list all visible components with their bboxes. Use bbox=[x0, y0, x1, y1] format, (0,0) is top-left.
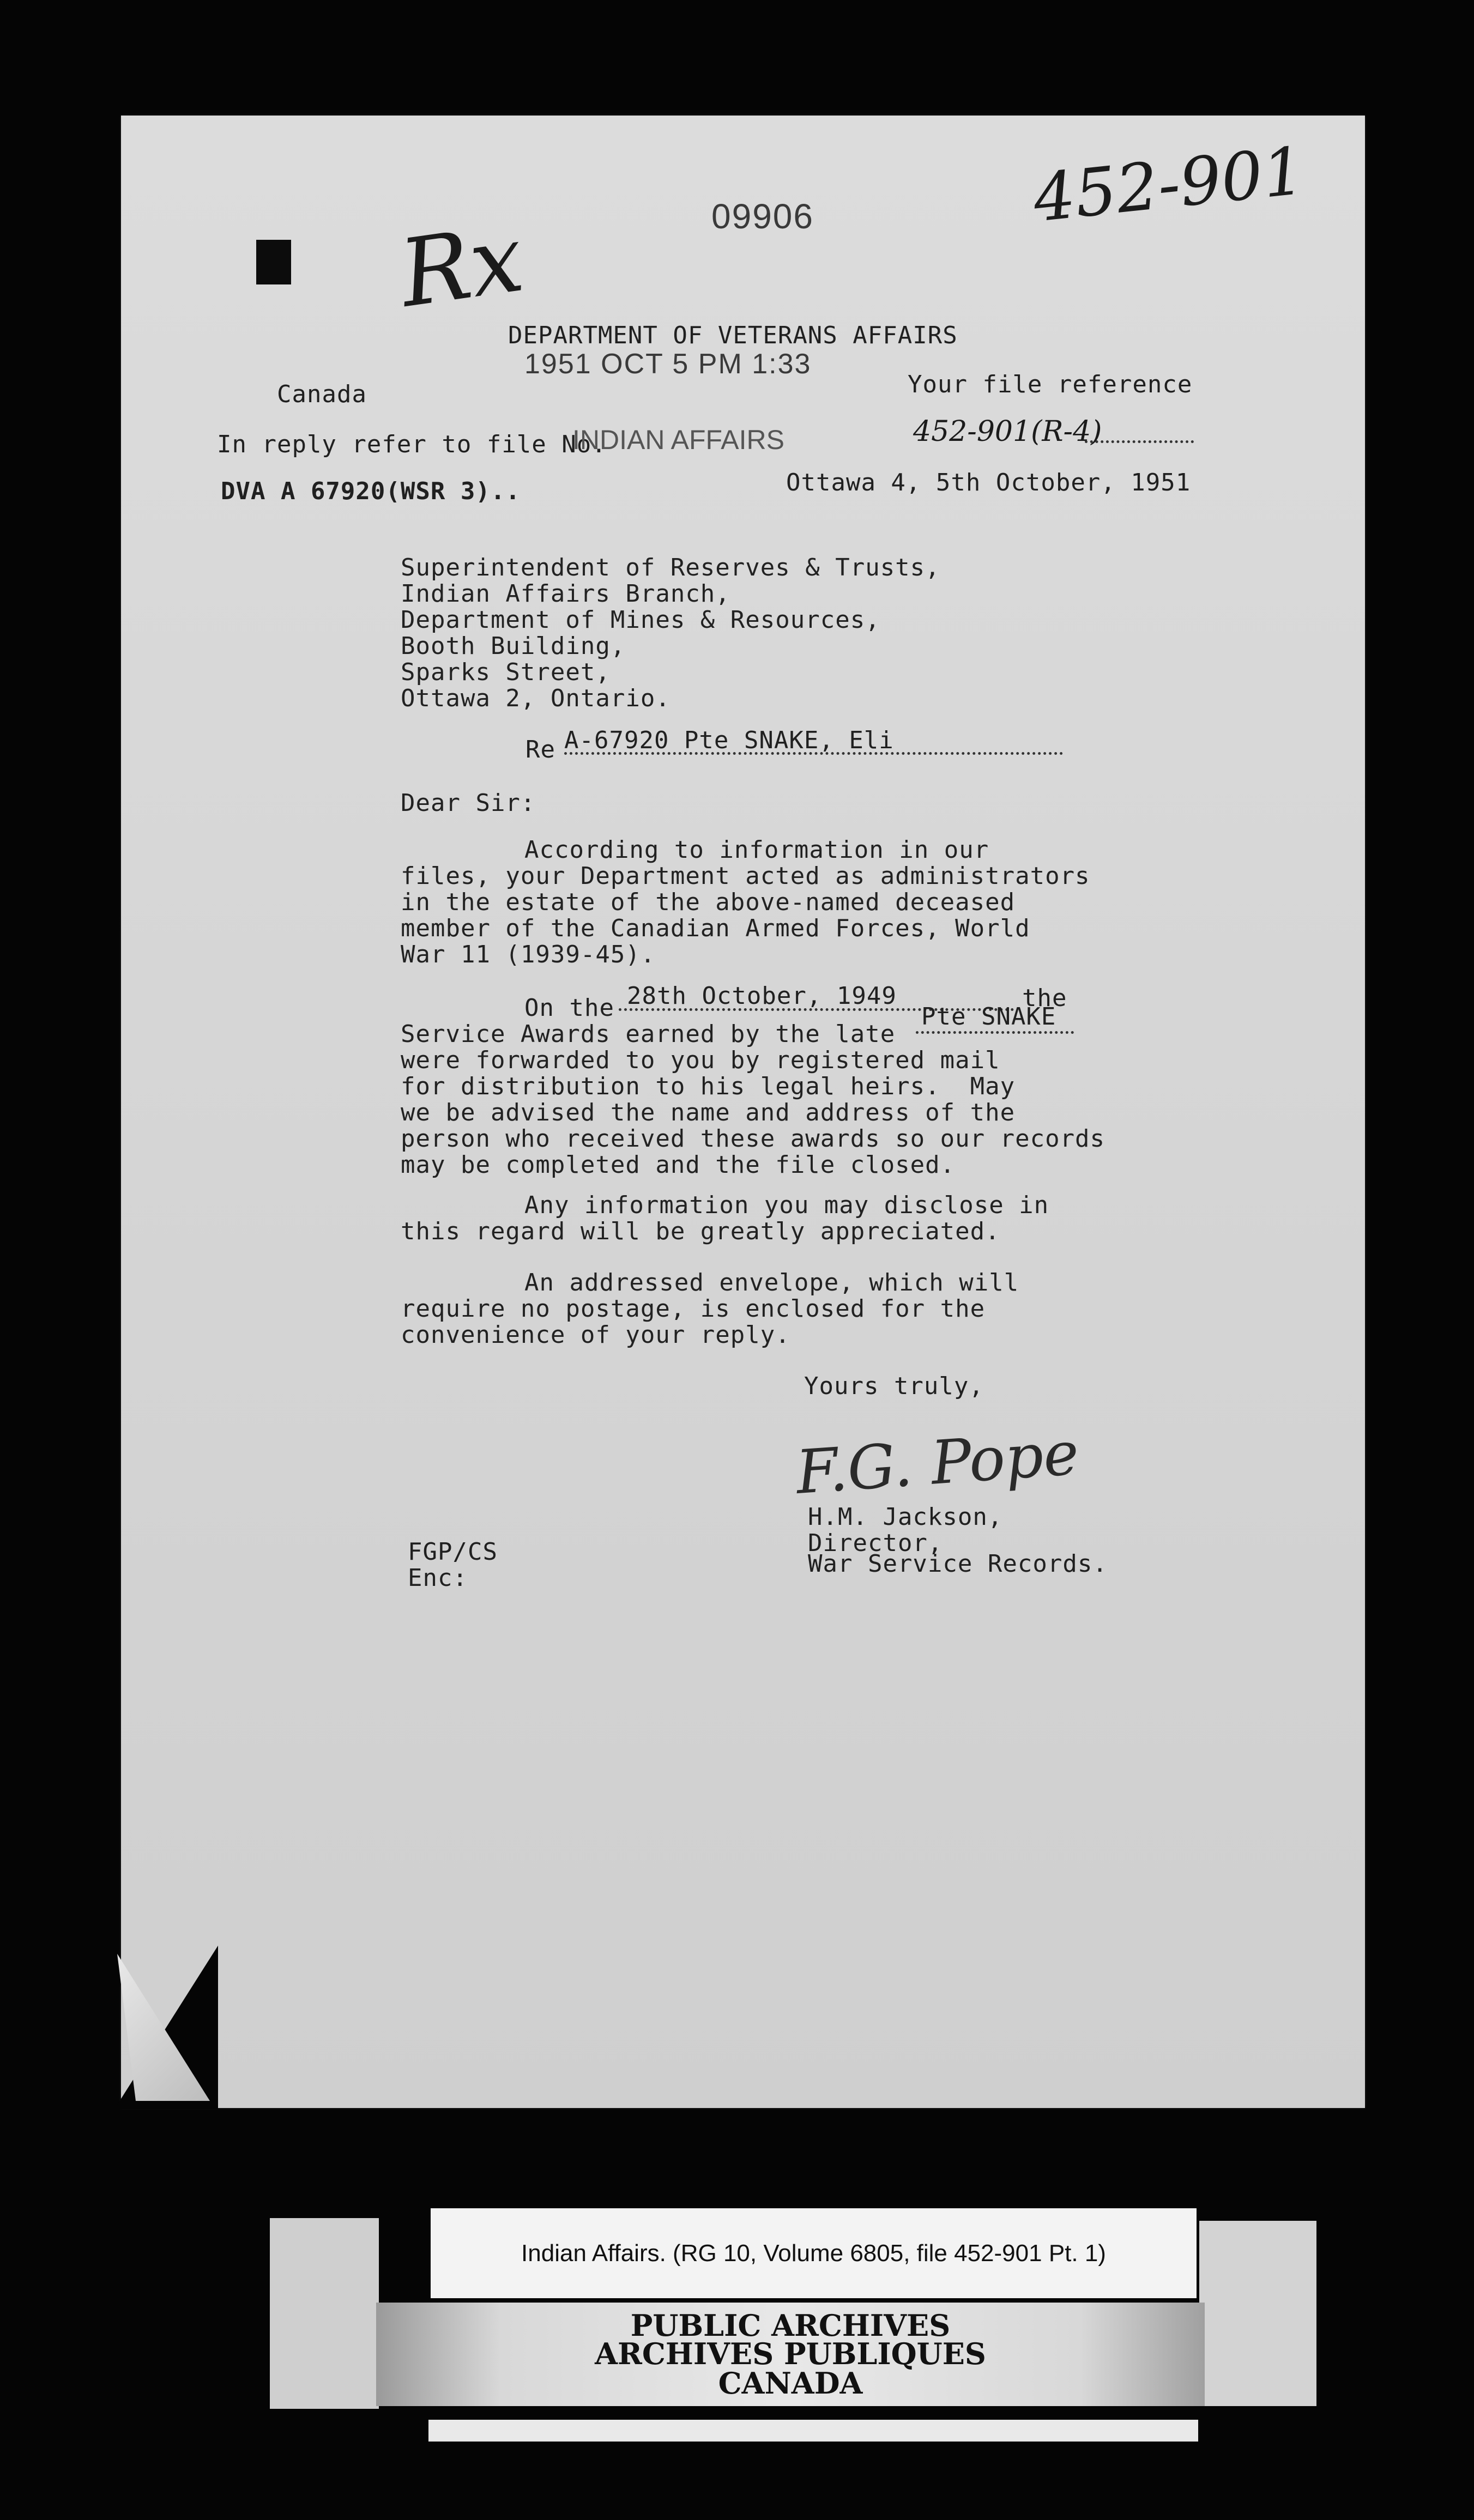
para2-name: Pte SNAKE bbox=[921, 1003, 1056, 1031]
address-line: Booth Building, bbox=[401, 632, 626, 660]
stamp-line-2: ARCHIVES PUBLIQUES bbox=[595, 2336, 986, 2371]
stamp-line-3: CANADA bbox=[718, 2366, 863, 2401]
reference-dots bbox=[1085, 440, 1194, 443]
para3-line: Any information you may disclose in bbox=[524, 1191, 1049, 1219]
redaction-mark bbox=[256, 240, 291, 284]
para1-line: According to information in our bbox=[524, 836, 989, 864]
para2-prefix: On the bbox=[524, 994, 614, 1022]
para2-suffix: the bbox=[1022, 984, 1067, 1012]
para2-line: may be completed and the file closed. bbox=[401, 1151, 956, 1179]
para4-line: require no postage, is enclosed for the bbox=[401, 1295, 986, 1323]
para4-line: An addressed envelope, which will bbox=[524, 1269, 1019, 1297]
re-subject: A-67920 Pte SNAKE, Eli bbox=[564, 726, 894, 754]
country-label: Canada bbox=[277, 380, 367, 408]
received-date-stamp: 1951 OCT 5 PM 1:33 bbox=[524, 348, 812, 380]
para2-line: were forwarded to you by registered mail bbox=[401, 1046, 1000, 1074]
department-heading: DEPARTMENT OF VETERANS AFFAIRS bbox=[508, 322, 958, 349]
archive-strip-left bbox=[270, 2218, 379, 2409]
para4-line: convenience of your reply. bbox=[401, 1321, 790, 1349]
archive-strip-right bbox=[1199, 2221, 1316, 2406]
address-line: Department of Mines & Resources, bbox=[401, 606, 880, 634]
dva-file-reference: DVA A 67920(WSR 3).. bbox=[221, 477, 521, 505]
para1-line: files, your Department acted as administrators bbox=[401, 862, 1090, 890]
public-archives-stamp bbox=[376, 2303, 1205, 2406]
handwritten-file-number: 452-901 bbox=[1030, 133, 1308, 237]
enclosure-note: Enc: bbox=[408, 1564, 468, 1592]
para1-line: War 11 (1939-45). bbox=[401, 941, 656, 968]
para2-line: person who received these awards so our records bbox=[401, 1125, 1106, 1153]
handwritten-initials: Rx bbox=[394, 204, 530, 329]
re-label: Re bbox=[525, 736, 555, 764]
para2-line2-prefix: Service Awards earned by the late bbox=[401, 1020, 896, 1048]
address-line: Superintendent of Reserves & Trusts, bbox=[401, 554, 940, 581]
para2-name-dots bbox=[916, 1031, 1074, 1034]
re-dots bbox=[564, 752, 1063, 755]
signer-name: H.M. Jackson, bbox=[808, 1503, 1003, 1531]
para2-date: 28th October, 1949 bbox=[627, 982, 897, 1010]
para1-line: member of the Canadian Armed Forces, World bbox=[401, 914, 1030, 942]
salutation: Dear Sir: bbox=[401, 789, 536, 817]
reply-file-label: In reply refer to file No. bbox=[217, 431, 607, 458]
para2-line: for distribution to his legal heirs. May bbox=[401, 1073, 1016, 1100]
archive-citation: Indian Affairs. (RG 10, Volume 6805, file 452-901 Pt. 1) bbox=[521, 2239, 1106, 2267]
archive-strip-bottom bbox=[428, 2420, 1198, 2442]
para1-line: in the estate of the above-named deceased bbox=[401, 888, 1016, 916]
typist-initials: FGP/CS bbox=[408, 1538, 498, 1566]
address-line: Sparks Street, bbox=[401, 658, 611, 686]
place-and-date: Ottawa 4, 5th October, 1951 bbox=[786, 469, 1191, 496]
archive-citation-label bbox=[431, 2208, 1197, 2298]
stamp-line-1: PUBLIC ARCHIVES bbox=[630, 2308, 951, 2343]
signature: F.G. Pope bbox=[794, 1418, 1082, 1507]
para3-line: this regard will be greatly appreciated. bbox=[401, 1217, 1000, 1245]
address-line: Ottawa 2, Ontario. bbox=[401, 684, 670, 712]
closing: Yours truly, bbox=[804, 1372, 984, 1400]
para2-line: we be advised the name and address of the bbox=[401, 1099, 1016, 1126]
signer-title: Director, bbox=[808, 1529, 943, 1557]
stamp-number: 09906 bbox=[711, 197, 814, 236]
your-file-reference-label: Your file reference bbox=[908, 371, 1193, 398]
address-line: Indian Affairs Branch, bbox=[401, 580, 730, 608]
indian-affairs-stamp: INDIAN AFFAIRS bbox=[572, 425, 784, 455]
your-file-reference-value: 452-901(R-4) bbox=[913, 415, 1102, 448]
signer-unit: War Service Records. bbox=[808, 1550, 1108, 1578]
